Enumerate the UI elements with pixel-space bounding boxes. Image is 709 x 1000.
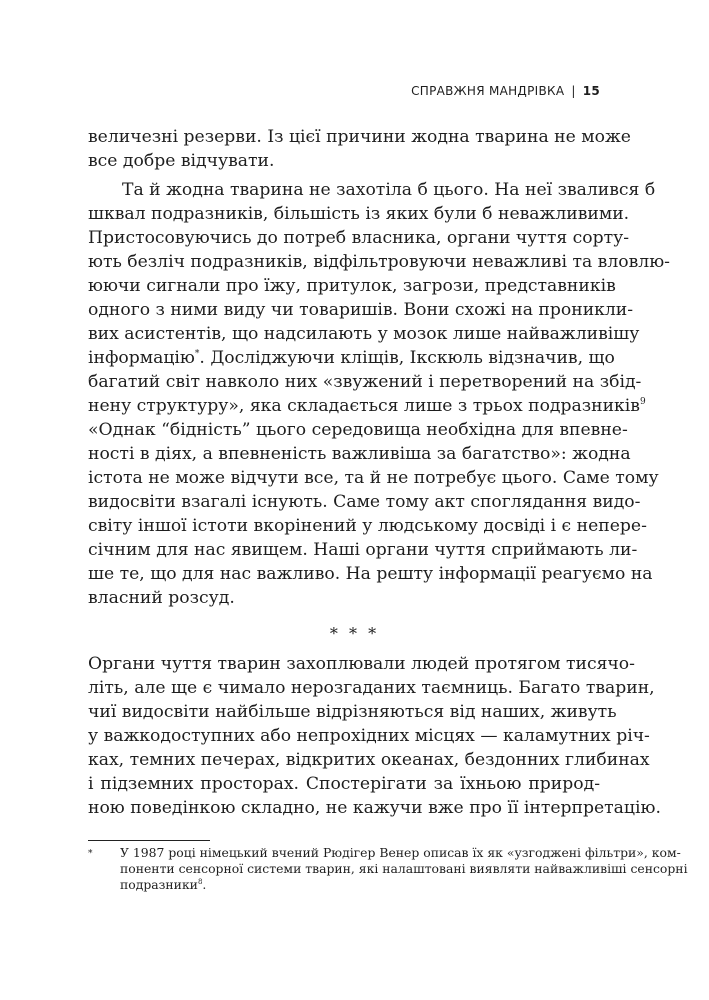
chapter-title: СПРАВЖНЯ МАНДРІВКА <box>411 84 565 98</box>
text-line: ності в діях, а впевненість важливіша за багатство»: жодна <box>88 444 631 464</box>
text-segment: . Досліджуючи кліщів, Ікскюль відзначив, що <box>199 348 615 368</box>
text-line: ках, темних печерах, відкритих океанах, бездонних глибинах <box>88 750 650 770</box>
text-line: все добре відчувати. <box>88 151 275 171</box>
text-line: вих асистентів, що надсилають у мозок лише найважливішу <box>88 324 640 344</box>
footnote-rule <box>88 840 210 841</box>
page-number: 15 <box>582 84 600 98</box>
running-header <box>411 83 600 99</box>
text-line: видосвіти взагалі існують. Саме тому акт споглядання видо- <box>88 492 641 512</box>
text-line: юючи сигнали про їжу, притулок, загрози, представників <box>88 276 616 296</box>
text-line <box>88 394 646 418</box>
text-line: одного з ними виду чи товаришів. Вони схожі на проникли- <box>88 300 634 320</box>
text-line: січним для нас явищем. Наші органи чуття сприймають ли- <box>88 540 638 560</box>
text-line: літь, але ще є чимало нерозгаданих таємниць. Багато тварин, <box>88 678 655 698</box>
text-line: багатий світ навколо них «звужений і перетворений на збід- <box>88 372 642 392</box>
footnote-line: поненти сенсорної системи тварин, які налаштовані виявляти найважливіші сенсорні <box>120 861 688 876</box>
text-line: ною поведінкою складно, не кажучи вже про її інтерпретацію. <box>88 798 661 818</box>
section-divider: * * * <box>329 624 380 643</box>
text-segment: інформацію <box>88 348 195 368</box>
text-line: світу іншої істоти вкорінений у людському досвіді і є непере- <box>88 516 647 536</box>
text-line: ють безліч подразників, відфільтровуючи неважливі та вловлю- <box>88 252 670 272</box>
text-line: чиї видосвіти найбільше відрізняються від наших, живуть <box>88 702 617 722</box>
footnote-line <box>120 877 600 893</box>
text-segment: нену структуру», яка складається лише з трьох подразників <box>88 396 640 416</box>
text-line: і підземних просторах. Спостерігати за їхньою природ- <box>88 774 600 794</box>
endnote-marker: 8 <box>197 878 203 886</box>
text-line: ше те, що для нас важливо. На решту інформації реагуємо на <box>88 564 653 584</box>
text-line: величезні резерви. Із цієї причини жодна тварина не може <box>88 127 631 147</box>
text-line: Органи чуття тварин захоплювали людей протягом тисячо- <box>88 654 635 674</box>
footnote-marker: * <box>194 349 200 359</box>
text-line: істота не може відчути все, та й не потребує цього. Саме тому <box>88 468 659 488</box>
text-line: «Однак “бідність” цього середовища необхідна для впевне- <box>88 420 628 440</box>
text-segment: подразники <box>120 877 198 892</box>
footnote-line: У 1987 році німецький вчений Рюдігер Венер описав їх як «узгоджені фільтри», ком- <box>120 845 681 860</box>
endnote-marker: 9 <box>639 397 646 407</box>
text-line <box>88 346 615 370</box>
footnote-marker: * <box>88 849 93 859</box>
header-separator: | <box>571 84 576 98</box>
text-line: власний розсуд. <box>88 588 235 608</box>
text-line: у важкодоступних або непрохідних місцях — каламутних річ- <box>88 726 650 746</box>
text-line: шквал подразників, більшість із яких були б неважливими. <box>88 204 630 224</box>
text-line: Пристосовуючись до потреб власника, органи чуття сорту- <box>88 228 630 248</box>
text-segment: . <box>202 877 207 892</box>
text-line: Та й жодна тварина не захотіла б цього. На неї звалився б <box>122 180 656 200</box>
